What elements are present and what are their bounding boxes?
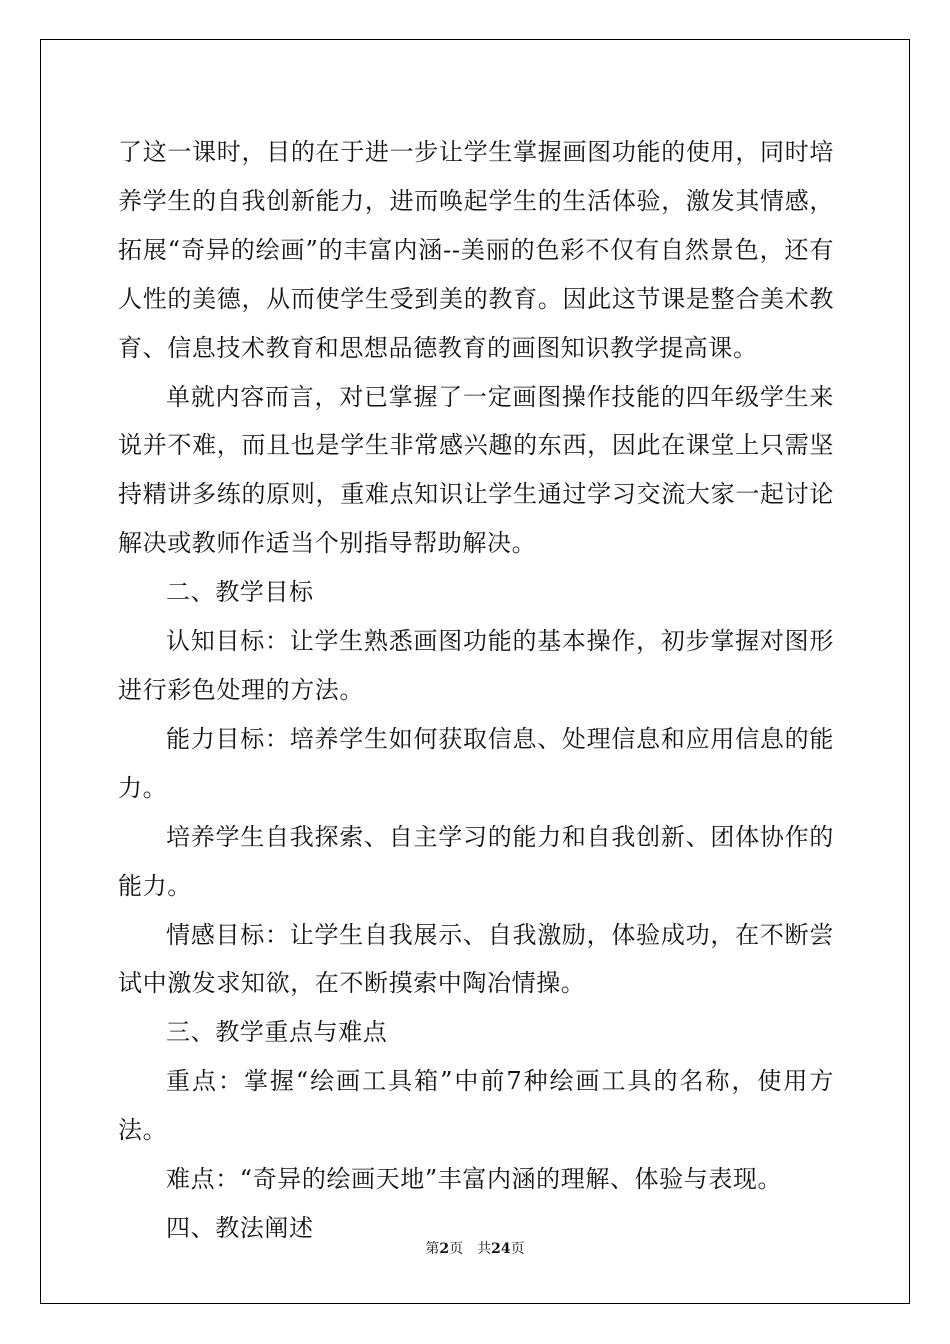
paragraph-key-point: 重点：掌握“绘画工具箱”中前7种绘画工具的名称，使用方法。 [118,1067,834,1145]
paragraph-difficult-point: 难点：“奇异的绘画天地”丰富内涵的理解、体验与表现。 [166,1165,783,1194]
document-body [118,128,834,1253]
page-footer [0,1238,950,1258]
paragraph-emotion-goal: 情感目标：让学生自我展示、自我激励，体验成功，在不断尝试中激发求知欲，在不断摸索中陶冶情操。 [118,920,834,998]
section-heading-method: 四、教法阐述 [166,1213,314,1242]
footer-page-prefix: 第 [425,1241,440,1257]
footer-page-number: 2 [439,1241,450,1257]
footer-total-suffix: 页 [510,1241,525,1257]
footer-page-suffix: 页 [449,1241,464,1257]
section-heading-key-points: 三、教学重点与难点 [166,1018,388,1047]
paragraph-ability-goal-2: 培养学生自我探索、自主学习的能力和自我创新、团体协作的能力。 [118,822,834,900]
paragraph-1: 了这一课时，目的在于进一步让学生掌握画图功能的使用，同时培养学生的自我创新能力，进而唤起学生的生活体验，激发其情感，拓展“奇异的绘画”的丰富内涵--美丽的色彩不仅有自然景色，还有人性的美德，从而使学生受到美的教育。因此这节课是整合美术教育、信息技术教育和思想品德教育的画图知识教学提高课。 [118,138,834,362]
footer-total-prefix: 共 [477,1241,492,1257]
paragraph-cognitive-goal: 认知目标：让学生熟悉画图功能的基本操作，初步掌握对图形进行彩色处理的方法。 [118,627,834,704]
paragraph-ability-goal: 能力目标：培养学生如何获取信息、处理信息和应用信息的能力。 [118,724,834,802]
paragraph-2: 单就内容而言，对已掌握了一定画图操作技能的四年级学生来说并不难，而且也是学生非常感兴趣的东西，因此在课堂上只需坚持精讲多练的原则，重难点知识让学生通过学习交流大家一起讨论解决或教师作适当个别指导帮助解决。 [118,382,834,558]
section-heading-objectives: 二、教学目标 [166,578,314,607]
footer-total-pages: 24 [491,1241,511,1257]
